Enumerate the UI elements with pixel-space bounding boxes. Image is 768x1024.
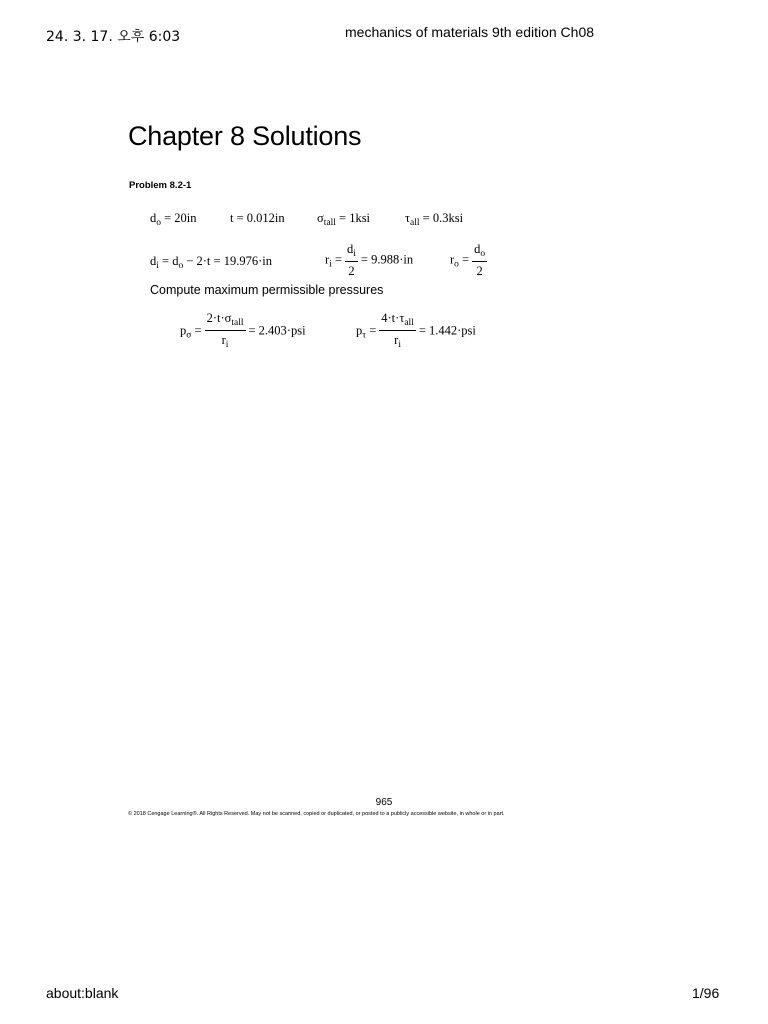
problem-label: Problem 8.2-1 [129, 180, 192, 191]
print-document-title: mechanics of materials 9th edition Ch08 [345, 24, 595, 40]
eq-sigma-allow: $\sigma_{tall} = 1ksi$ [317, 211, 371, 228]
eq-thickness: t = 0.012in [230, 211, 285, 225]
fraction: $\frac{d_o}{2}$ [474, 242, 486, 278]
eq-inner-diameter-lhs: = d [162, 254, 179, 268]
eq-inner-radius-value: = 9.988·in [360, 252, 414, 267]
eq-sigma-allow-value: = 1ksi [339, 211, 371, 225]
eq-outer-diameter-value: = 20in [164, 211, 197, 225]
fraction: $\frac{2\cdot t\cdot\sigma_{tall}}{r_i}$ [206, 311, 244, 350]
fraction: $\frac{4\cdot t\cdot\tau_{all}}{r_i}$ [381, 311, 414, 350]
compute-heading: Compute maximum permissible pressures [150, 283, 384, 297]
eq-p-sigma: $p_\sigma$ = $\frac{2\cdot t\cdot\sigma_{tall}}{r_i}$ = 2.403·psi [180, 311, 306, 350]
print-page-count: 1/96 [692, 985, 720, 1001]
page-number: 965 [375, 797, 393, 808]
eq-outer-diameter: $d_o = 20in$ [150, 211, 197, 228]
eq-outer-radius-equals: = [462, 252, 470, 267]
chapter-title: Chapter 8 Solutions [128, 121, 362, 151]
eq-tau-allow: $\tau_{all} = 0.3ksi$ [405, 211, 464, 228]
eq-inner-diameter-value: − 2·t = 19.976·in [183, 254, 272, 268]
eq-p-tau: $p_\tau$ = $\frac{4\cdot t\cdot\tau_{all}}{r_i}$ = 1.442·psi [356, 311, 476, 350]
eq-p-tau-value: = 1.442·psi [418, 323, 476, 338]
print-datetime: 24. 3. 17. 오후 6:03 [46, 29, 181, 45]
eq-inner-radius: $r_i$ = $\frac{d_i}{2}$ = 9.988·in [325, 242, 414, 278]
print-url: about:blank [46, 985, 119, 1001]
eq-tau-allow-value: = 0.3ksi [422, 211, 464, 225]
eq-outer-radius: $r_o$ = $\frac{d_o}{2}$ [450, 242, 486, 278]
copyright-notice: © 2018 Cengage Learning®. All Rights Reserved. May not be scanned, copied or duplicated, or posted to a publicly accessible website, in whole or in part. [128, 811, 505, 817]
fraction: $\frac{d_i}{2}$ [347, 242, 356, 278]
eq-p-sigma-value: = 2.403·psi [248, 323, 306, 338]
eq-inner-diameter: $d_i = d_o - 2\cdot t = 19.976\cdot in$ [150, 254, 272, 271]
